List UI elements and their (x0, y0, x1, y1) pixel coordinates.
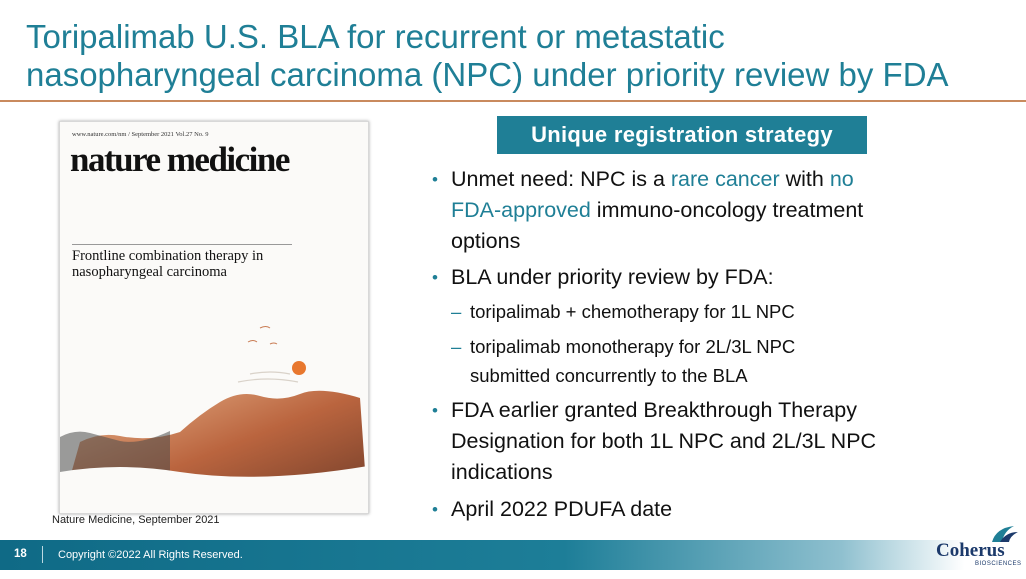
journal-cover-image (59, 121, 369, 514)
sub-bullet-1l-text: toripalimab + chemotherapy for 1L NPC (470, 301, 795, 322)
sub-bullet-2l3l-line-2: submitted concurrently to the BLA (470, 365, 748, 386)
bullet-icon: • (432, 170, 438, 189)
bullet-icon: • (432, 401, 438, 420)
breakthrough-line-1: FDA earlier granted Breakthrough Therapy (451, 398, 857, 422)
cover-divider (72, 244, 292, 245)
bullet-icon: • (432, 500, 438, 519)
cover-caption: Nature Medicine, September 2021 (52, 514, 220, 526)
slide-title-line-1: Toripalimab U.S. BLA for recurrent or metastatic (26, 18, 725, 55)
slide-title-line-2: nasopharyngeal carcinoma (NPC) under priority review by FDA (26, 56, 949, 93)
logo-subtext: BIOSCIENCES (975, 561, 1022, 567)
pdufa-text: April 2022 PDUFA date (451, 497, 673, 521)
sun-icon (292, 361, 306, 375)
title-divider (0, 100, 1026, 102)
cover-meta: www.nature.com/nm / September 2021 Vol.27 No. 9 (72, 131, 209, 138)
sub-bullet-2l3l-text (470, 332, 970, 390)
unmet-need-text-3: immuno-oncology treatment (590, 198, 864, 222)
landscape-illustration (60, 322, 368, 513)
page-number: 18 (14, 548, 27, 560)
footer-bar (0, 540, 1026, 570)
breakthrough-text (451, 395, 991, 488)
breakthrough-line-3: indications (451, 460, 553, 484)
rare-cancer-highlight: rare cancer (670, 167, 780, 191)
sub-bullet-2l3l-line-1: toripalimab monotherapy for 2L/3L NPC (470, 336, 796, 357)
dash-icon: – (451, 336, 462, 357)
cover-masthead: nature medicine (70, 140, 289, 179)
copyright-text: Copyright ©2022 All Rights Reserved. (58, 549, 243, 561)
bla-priority-text: BLA under priority review by FDA: (451, 265, 774, 289)
no-highlight: no (829, 167, 854, 191)
cover-headline-line-1: Frontline combination therapy in (72, 248, 264, 264)
strategy-heading: Unique registration strategy (497, 116, 867, 154)
footer-separator (42, 546, 43, 563)
cover-headline-line-2: nasopharyngeal carcinoma (72, 264, 227, 280)
breakthrough-line-2: Designation for both 1L NPC and 2L/3L NPC (451, 429, 877, 453)
unmet-need-text-4: options (451, 229, 521, 253)
coherus-logo (930, 522, 1022, 574)
bullet-icon: • (432, 268, 438, 287)
cover-headline (72, 248, 312, 280)
slide-title (26, 18, 1016, 94)
unmet-need-text-1: Unmet need: NPC is a (451, 167, 671, 191)
unmet-need-text-2: with (779, 167, 830, 191)
dash-icon: – (451, 301, 462, 322)
logo-text: Coherus (936, 540, 1005, 561)
fda-approved-highlight: FDA-approved (451, 198, 591, 222)
